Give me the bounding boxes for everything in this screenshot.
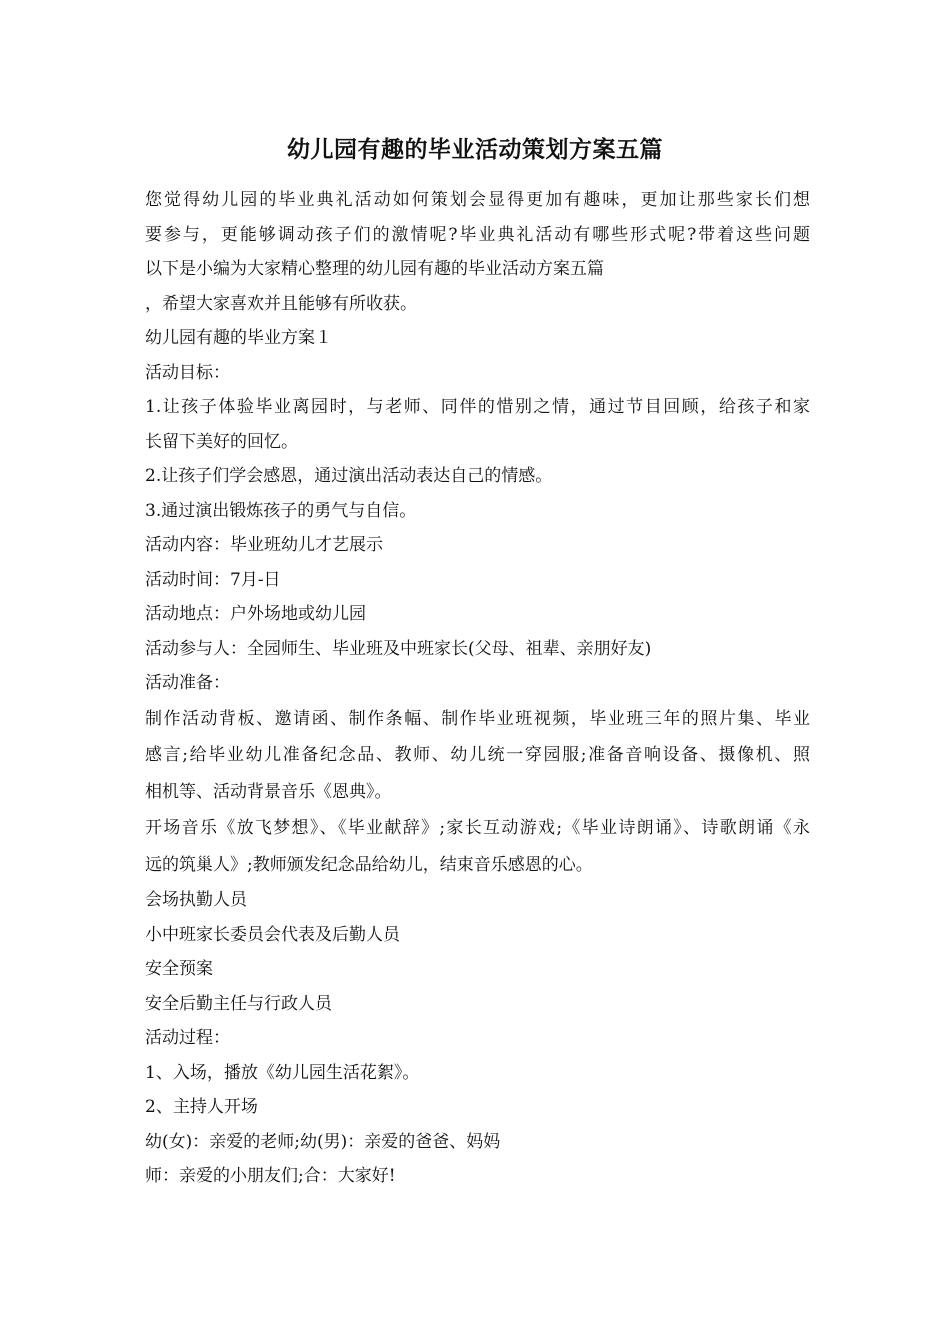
paragraph-line: 活动过程： — [145, 1028, 230, 1048]
paragraph-line: 以下是小编为大家精心整理的幼儿园有趣的毕业活动方案五篇 — [145, 259, 604, 279]
paragraph-line: 1.让孩子体验毕业离园时，与老师、同伴的惜别之情，通过节目回顾，给孩子和家 — [145, 397, 810, 417]
document-title: 幼儿园有趣的毕业活动策划方案五篇 — [287, 136, 663, 163]
paragraph-line: 长留下美好的回忆。 — [145, 431, 298, 452]
paragraph-line: 幼(女)：亲爱的老师;幼(男)：亲爱的爸爸、妈妈 — [145, 1131, 501, 1152]
paragraph-line: 活动准备： — [145, 673, 230, 693]
paragraph-line: 安全后勤主任与行政人员 — [145, 993, 332, 1014]
document-body — [145, 183, 810, 1194]
paragraph-line: 相机等、活动背景音乐《恩典》。 — [145, 781, 392, 802]
paragraph-line: 3.通过演出锻炼孩子的勇气与自信。 — [145, 500, 417, 521]
paragraph-line: 安全预案 — [145, 959, 213, 979]
paragraph-line: 活动目标： — [145, 362, 230, 383]
paragraph-line: 制作活动背板、邀请函、制作条幅、制作毕业班视频，毕业班三年的照片集、毕业 — [145, 708, 810, 729]
paragraph-line: 开场音乐《放飞梦想》、《毕业献辞》;家长互动游戏;《毕业诗朗诵》、诗歌朗诵《永 — [145, 818, 810, 838]
paragraph-line: 远的筑巢人》;教师颁发纪念品给幼儿，结束音乐感恩的心。 — [145, 854, 593, 875]
paragraph-line: 小中班家长委员会代表及后勤人员 — [145, 924, 400, 945]
paragraph-line: 活动内容：毕业班幼儿才艺展示 — [145, 535, 383, 555]
paragraph-line: 活动地点：户外场地或幼儿园 — [145, 604, 366, 624]
paragraph-line: 1、入场，播放《幼儿园生活花絮》。 — [145, 1062, 420, 1083]
paragraph-line: 2、主持人开场 — [145, 1097, 258, 1117]
section-heading: 幼儿园有趣的毕业方案１ — [145, 328, 332, 348]
paragraph-line: 您觉得幼儿园的毕业典礼活动如何策划会显得更加有趣味，更加让那些家长们想 — [145, 190, 810, 210]
paragraph-line: 会场执勤人员 — [145, 890, 247, 910]
paragraph-line: 活动参与人：全园师生、毕业班及中班家长(父母、祖辈、亲朋好友) — [145, 638, 652, 659]
paragraph-line: 师：亲爱的小朋友们;合：大家好! — [145, 1166, 396, 1186]
paragraph-line: 感言;给毕业幼儿准备纪念品、教师、幼儿统一穿园服;准备音响设备、摄像机、照 — [145, 745, 810, 765]
paragraph-line: 2.让孩子们学会感恩，通过演出活动表达自己的情感。 — [145, 466, 553, 486]
paragraph-line: 活动时间：7月-日 — [145, 569, 281, 590]
paragraph-line: ，希望大家喜欢并且能够有所收获。 — [145, 293, 417, 314]
paragraph-line: 要参与，更能够调动孩子们的激情呢?毕业典礼活动有哪些形式呢?带着这些问题 — [145, 224, 810, 245]
